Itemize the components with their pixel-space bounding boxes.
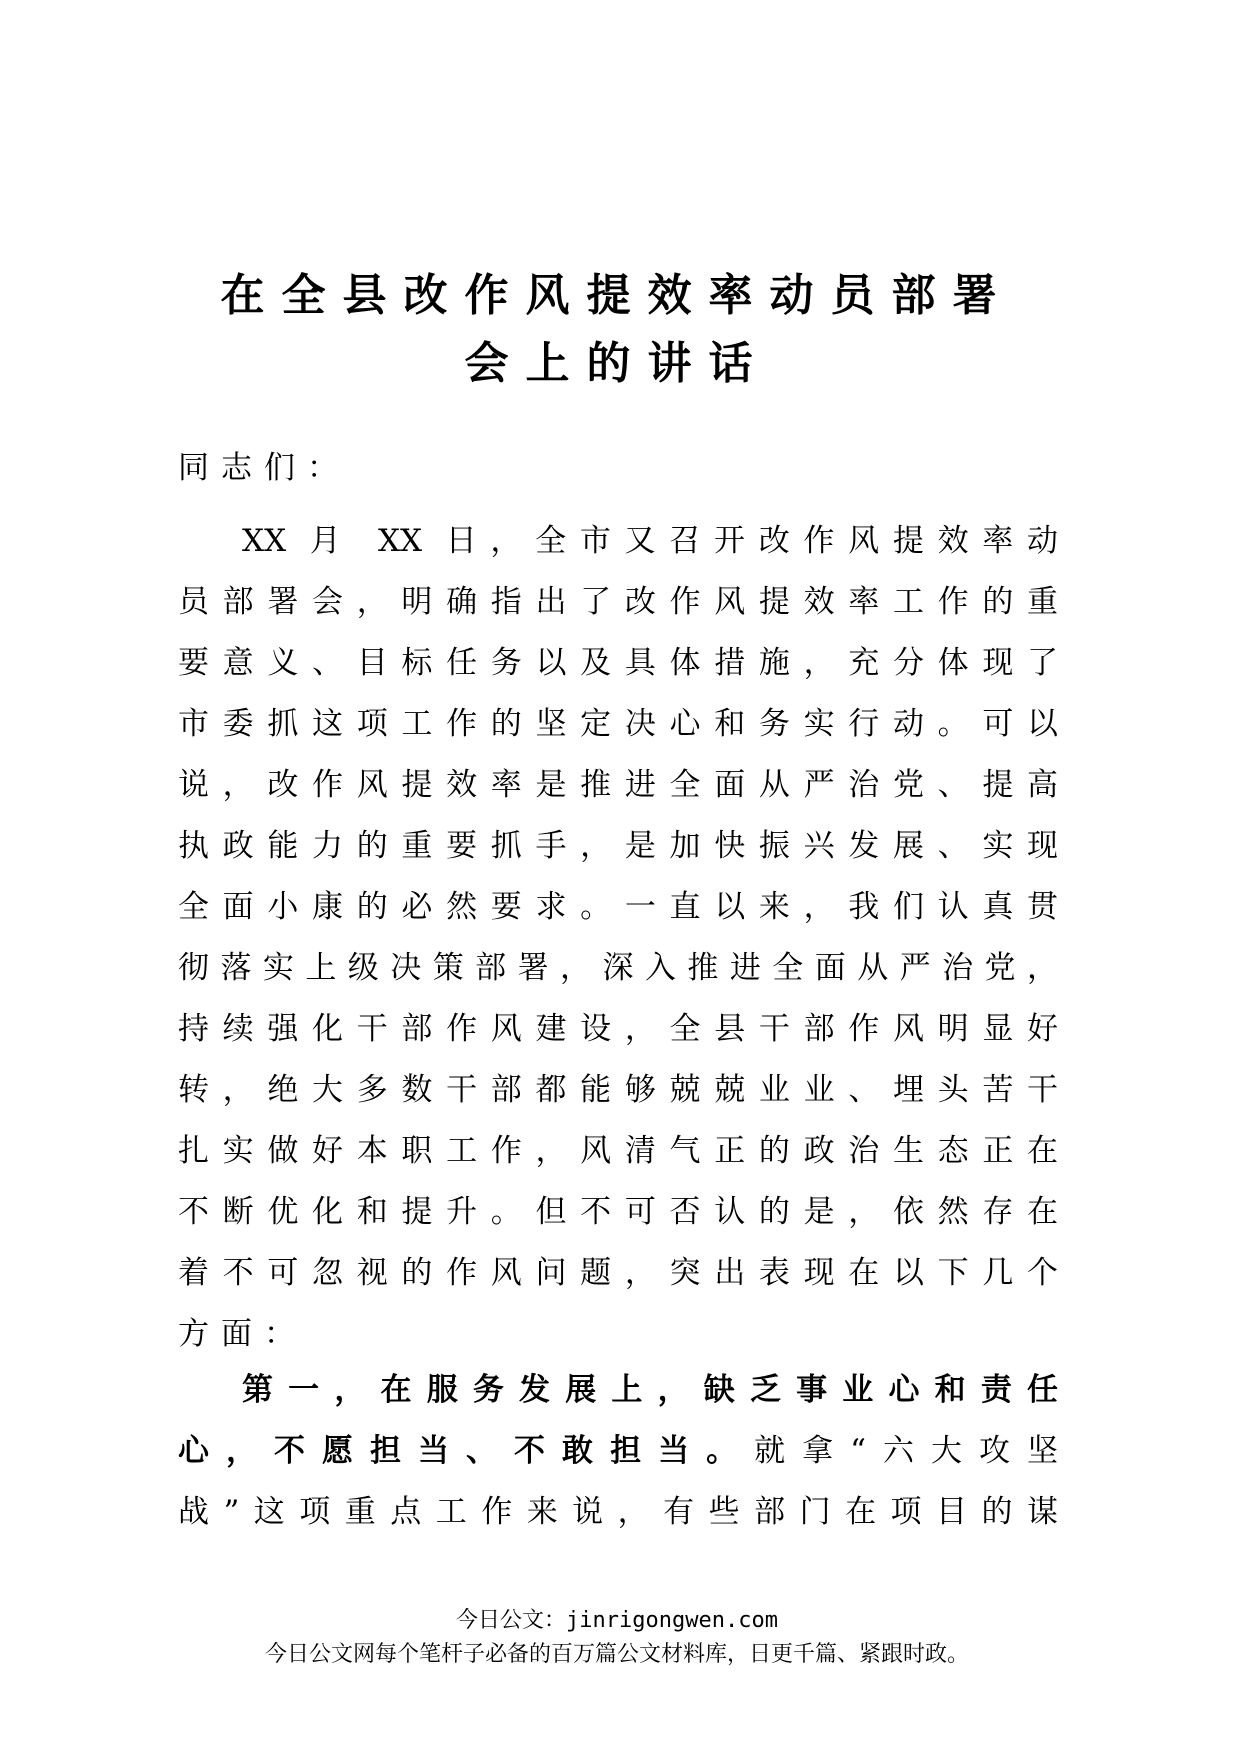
- document-title: [150, 262, 1084, 398]
- paragraph-line: 员部署会，明确指出了改作风提效率工作的重: [178, 584, 1058, 620]
- paragraph-line: 扎实做好本职工作，风清气正的政治生态正在: [178, 1133, 1058, 1169]
- paragraph-line: 市委抓这项工作的坚定决心和务实行动。可以: [178, 706, 1058, 742]
- footer: [0, 1604, 1234, 1672]
- paragraph-line-mixed: [178, 1421, 1058, 1482]
- paragraph-line: 说，改作风提效率是推进全面从严治党、提高: [178, 767, 1058, 803]
- paragraph-line: 战”这项重点工作来说，有些部门在项目的谋: [178, 1494, 1058, 1530]
- paragraph-line: 转，绝大多数干部都能够兢兢业业、埋头苦干: [178, 1072, 1058, 1108]
- paragraph-line: 全面小康的必然要求。一直以来，我们认真贯: [178, 889, 1058, 925]
- paragraph-line: 方面：: [178, 1316, 307, 1352]
- paragraph-line: 执政能力的重要抓手，是加快振兴发展、实现: [178, 828, 1058, 864]
- paragraph-text: 就拿“六大攻坚: [754, 1433, 1058, 1469]
- footer-slogan: 今日公文网每个笔杆子必备的百万篇公文材料库，日更千篇、紧跟时政。: [264, 1642, 969, 1667]
- paragraph-heading-tail: 心，不愿担当、不敢担当。: [178, 1433, 755, 1469]
- paragraph-line: 着不可忽视的作风问题，突出表现在以下几个: [178, 1255, 1058, 1291]
- paragraph-1: [178, 511, 1058, 1365]
- paragraph-line: 持续强化干部作风建设，全县干部作风明显好: [178, 1011, 1058, 1047]
- paragraph-2: [178, 1360, 1058, 1543]
- paragraph-line: 要意义、目标任务以及具体措施，充分体现了: [178, 645, 1058, 681]
- footer-site-label: 今日公文：: [456, 1608, 567, 1633]
- paragraph-line: XX 月 XX 日，全市又召开改作风提效率动: [242, 523, 1058, 559]
- paragraph-line: 不断优化和提升。但不可否认的是，依然存在: [178, 1194, 1058, 1230]
- paragraph-line: 彻落实上级决策部署，深入推进全面从严治党，: [178, 950, 1058, 986]
- footer-site-line: [0, 1604, 1234, 1638]
- footer-site-link[interactable]: jinrigongwen.com: [566, 1608, 778, 1633]
- title-line-2: 会上的讲话: [464, 338, 770, 389]
- title-line-1: 在全县改作风提效率动员部署: [220, 270, 1014, 321]
- paragraph-heading-line: 第一，在服务发展上，缺乏事业心和责任: [242, 1372, 1058, 1408]
- greeting: 同志们：: [178, 450, 350, 486]
